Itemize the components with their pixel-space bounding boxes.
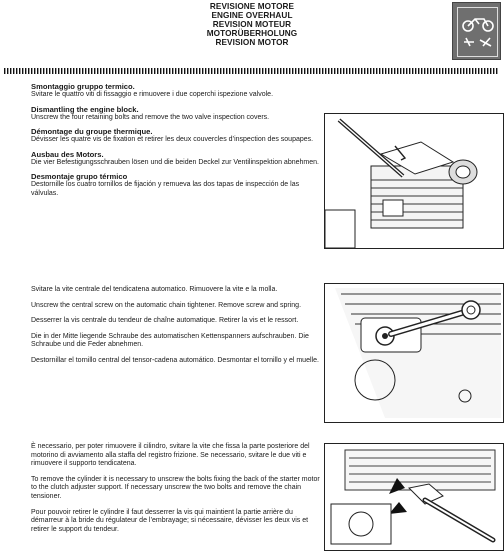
text-en: To remove the cylinder it is necessary to unscrew the bolts fixing the back of the starter motor to the clutch adjuster support. If necessary unscrew the two bolts and remove the chain tensioner.: [31, 475, 320, 500]
chain-tightener-illustration: [324, 283, 504, 423]
text-es: Destornille los cuatro tornillos de fijación y remueva las dos tapas de inspección de las válvulas.: [31, 181, 300, 197]
text-fr: Dévisser les quatre vis de fixation et retirer les deux couvercles d’inspection des soupapes.: [31, 136, 314, 144]
text-de: Die in der Mitte liegende Schraube des automatischen Kettenspanners aufschrauben. Die Schraube und die Feder abnehmen.: [31, 332, 309, 349]
header-title-it: REVISIONE MOTORE: [209, 2, 295, 11]
text-it: Svitare la vite centrale del tendicatena automatico. Rimuovere la vite e la molla.: [31, 286, 278, 293]
text-es: Destornillar el tornillo central del tensor-cadena automático. Desmontar el tornillo y el muelle.: [31, 356, 319, 364]
section-cylinder-removal: [31, 443, 321, 534]
title-es: Desmontaje grupo térmico: [31, 172, 128, 182]
text-en: Unscrew the central screw on the automatic chain tightener. Remove screw and spring.: [31, 301, 302, 309]
title-en: Dismantling the engine block.: [31, 104, 139, 114]
section-chain-tightener: [31, 286, 321, 366]
text-it: Svitare le quattro viti di fissaggio e rimuovere i due coperchi ispezione valvole.: [31, 91, 274, 98]
engine-overhaul-icon: [452, 2, 501, 60]
title-de: Ausbau des Motors.: [31, 149, 104, 159]
page-header: [0, 2, 504, 47]
header-title-de: MOTORÜBERHOLUNG: [206, 29, 298, 38]
divider-ruler: [4, 68, 498, 74]
engine-block-illustration: [324, 113, 504, 249]
header-title-es: REVISION MOTOR: [215, 38, 289, 47]
text-fr: Pour pouvoir retirer le cylindre il faut desserrer la vis qui maintient la partie arrière du démarreur à la bride du régulateur de l’embrayage; si nécessaire, dévisser les deux vis et retirer le support du tendeur.: [31, 508, 309, 533]
header-title-fr: REVISION MOTEUR: [212, 20, 292, 29]
starter-motor-illustration: [324, 443, 504, 551]
text-fr: Desserrer la vis centrale du tendeur de chaîne automatique. Retirer la vis et le ressort.: [31, 317, 299, 325]
text-de: Die vier Befestigungsschrauben lösen und die beiden Deckel zur Ventilinspektion abnehmen.: [31, 158, 319, 166]
title-fr: Démontage du groupe thermique.: [31, 127, 153, 137]
header-title-en: ENGINE OVERHAUL: [211, 11, 293, 20]
text-it: È necessario, per poter rimuovere il cilindro, svitare la vite che fissa la parte posteriore del motorino di avviamento alla staffa del registro frizione. Se necessario, svitare le due viti e rimuovere il supporto tendicatena.: [31, 443, 310, 468]
text-en: Unscrew the four retaining bolts and remove the two valve inspection covers.: [31, 113, 270, 121]
section-engine-block: [31, 82, 321, 199]
title-it: Smontaggio gruppo termico.: [31, 82, 135, 91]
